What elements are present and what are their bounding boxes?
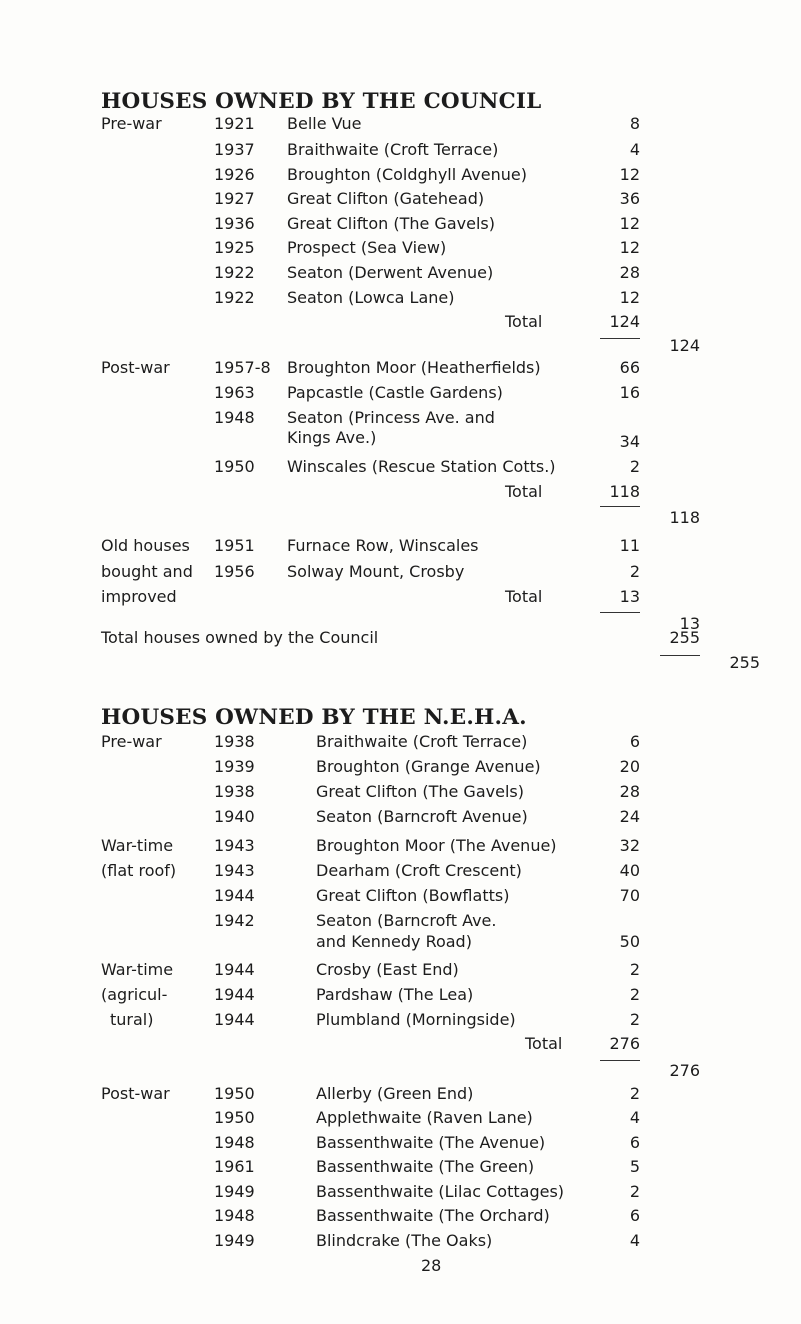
council-pre-war-year: 1927 <box>214 189 255 208</box>
neha-pre-war-place: Seaton (Barncroft Avenue) <box>316 807 528 826</box>
neha-war-time-agri-year: 1944 <box>214 985 255 1004</box>
neha-pre-war-count: 24 <box>619 807 640 826</box>
neha-post-war-year: 1948 <box>214 1133 255 1152</box>
neha-pre-war-place: Braithwaite (Croft Terrace) <box>316 732 528 751</box>
neha-war-time-agri-place: Crosby (East End) <box>316 960 459 979</box>
council-pre-war-year: 1937 <box>214 140 255 159</box>
neha-war-time-agri-label: tural) <box>110 1010 154 1029</box>
council-post-war-place: Papcastle (Castle Gardens) <box>287 383 503 402</box>
neha-post-war-label: Post-war <box>101 1084 170 1103</box>
neha-post-war-count: 6 <box>629 1206 640 1225</box>
council-pre-war-place: Great Clifton (Gatehead) <box>287 189 485 208</box>
neha-pre-war-count: 28 <box>619 782 640 801</box>
council-pre-war-year: 1921 <box>214 114 255 133</box>
council-old-houses-place: Solway Mount, Crosby <box>287 562 465 581</box>
neha-post-war-count: 4 <box>629 1108 640 1127</box>
council-pre-war-year: 1936 <box>214 214 255 233</box>
council-old-houses-carried-total: 13 <box>679 614 700 633</box>
neha-war-time-flat-year: 1944 <box>214 886 255 905</box>
council-pre-war-place: Seaton (Derwent Avenue) <box>287 263 494 282</box>
council-old-houses-total: 13 <box>619 587 640 606</box>
council-pre-war-place: Belle Vue <box>287 114 362 133</box>
neha-pre-war-year: 1939 <box>214 757 255 776</box>
neha-post-war-place: Bassenthwaite (Lilac Cottages) <box>316 1182 565 1201</box>
council-pre-war-count: 12 <box>619 288 640 307</box>
neha-war-time-agri-year: 1944 <box>214 960 255 979</box>
neha-war-time-flat-count: 70 <box>619 886 640 905</box>
neha-war-time-flat-label: (flat roof) <box>101 861 177 880</box>
subtotal-rule <box>600 1060 640 1061</box>
council-pre-war-count: 12 <box>619 238 640 257</box>
council-grand-total: 255 <box>669 628 700 647</box>
subtotal-rule <box>600 506 640 507</box>
neha-war-time-agri-count: 2 <box>629 985 640 1004</box>
neha-post-war-count: 4 <box>629 1231 640 1250</box>
council-pre-war-place: Great Clifton (The Gavels) <box>287 214 495 233</box>
neha-war-time-flat-place: Broughton Moor (The Avenue) <box>316 836 557 855</box>
neha-pre-war-year: 1940 <box>214 807 255 826</box>
council-old-houses-place: Furnace Row, Winscales <box>287 536 479 555</box>
neha-war-time-agri-label: (agricul- <box>101 985 168 1004</box>
council-post-war-total: 118 <box>609 482 640 501</box>
council-post-war-year: 1957-8 <box>214 358 271 377</box>
neha-war-time-agri-label: War-time <box>101 960 174 979</box>
council-post-war-place: Seaton (Princess Ave. and <box>287 408 495 427</box>
neha-total-label: Total <box>525 1034 563 1053</box>
neha-war-time-agri-count: 2 <box>629 960 640 979</box>
neha-war-time-flat-label: War-time <box>101 836 174 855</box>
page-number: 28 <box>421 1256 442 1275</box>
council-old-houses-count: 2 <box>629 562 640 581</box>
neha-war-time-flat-place: Seaton (Barncroft Ave. <box>316 911 497 930</box>
council-grand-total-carried: 255 <box>729 653 760 672</box>
neha-post-war-year: 1948 <box>214 1206 255 1225</box>
neha-pre-war-year: 1938 <box>214 732 255 751</box>
council-old-houses-year: 1956 <box>214 562 255 581</box>
neha-war-time-flat-year: 1943 <box>214 861 255 880</box>
neha-war-time-agri-year: 1944 <box>214 1010 255 1029</box>
neha-war-time-flat-count: 32 <box>619 836 640 855</box>
neha-post-war-count: 2 <box>629 1182 640 1201</box>
council-pre-war-count: 4 <box>629 140 640 159</box>
neha-war-time-agri-place: Pardshaw (The Lea) <box>316 985 474 1004</box>
council-pre-war-year: 1926 <box>214 165 255 184</box>
neha-post-war-year: 1950 <box>214 1108 255 1127</box>
council-old-houses-year: 1951 <box>214 536 255 555</box>
council-pre-war-year: 1922 <box>214 263 255 282</box>
neha-post-war-count: 6 <box>629 1133 640 1152</box>
council-pre-war-place: Broughton (Coldghyll Avenue) <box>287 165 527 184</box>
council-old-houses-total-label: Total <box>505 587 543 606</box>
neha-war-time-agri-place: Plumbland (Morningside) <box>316 1010 516 1029</box>
neha-pre-war-label: Pre-war <box>101 732 162 751</box>
neha-post-war-place: Blindcrake (The Oaks) <box>316 1231 493 1250</box>
neha-post-war-year: 1949 <box>214 1182 255 1201</box>
council-post-war-place-continued: Kings Ave.) <box>287 428 377 447</box>
council-post-war-place: Broughton Moor (Heatherfields) <box>287 358 541 377</box>
council-post-war-year: 1950 <box>214 457 255 476</box>
council-old-houses-label: Old houses <box>101 536 190 555</box>
neha-post-war-year: 1961 <box>214 1157 255 1176</box>
grand-total-rule <box>660 655 700 656</box>
council-post-war-year: 1963 <box>214 383 255 402</box>
neha-post-war-place: Bassenthwaite (The Avenue) <box>316 1133 546 1152</box>
council-old-houses-label: improved <box>101 587 177 606</box>
council-pre-war-label: Pre-war <box>101 114 162 133</box>
council-pre-war-carried-total: 124 <box>669 336 700 355</box>
council-pre-war-count: 8 <box>629 114 640 133</box>
neha-post-war-place: Bassenthwaite (The Orchard) <box>316 1206 550 1225</box>
council-old-houses-count: 11 <box>619 536 640 555</box>
neha-war-time-flat-count: 50 <box>619 932 640 951</box>
council-post-war-count: 2 <box>629 457 640 476</box>
council-pre-war-place: Braithwaite (Croft Terrace) <box>287 140 499 159</box>
council-pre-war-count: 36 <box>619 189 640 208</box>
neha-post-war-place: Applethwaite (Raven Lane) <box>316 1108 533 1127</box>
council-pre-war-year: 1925 <box>214 238 255 257</box>
council-old-houses-label: bought and <box>101 562 193 581</box>
neha-pre-war-place: Broughton (Grange Avenue) <box>316 757 541 776</box>
neha-post-war-place: Allerby (Green End) <box>316 1084 474 1103</box>
neha-war-time-flat-year: 1943 <box>214 836 255 855</box>
council-post-war-count: 66 <box>619 358 640 377</box>
neha-post-war-year: 1949 <box>214 1231 255 1250</box>
neha-war-time-flat-place: Great Clifton (Bowflatts) <box>316 886 510 905</box>
council-post-war-total-label: Total <box>505 482 543 501</box>
council-pre-war-total: 124 <box>609 312 640 331</box>
council-pre-war-total-label: Total <box>505 312 543 331</box>
neha-war-time-flat-year: 1942 <box>214 911 255 930</box>
neha-war-time-flat-place-continued: and Kennedy Road) <box>316 932 472 951</box>
neha-pre-war-year: 1938 <box>214 782 255 801</box>
council-pre-war-place: Seaton (Lowca Lane) <box>287 288 455 307</box>
neha-war-time-flat-count: 40 <box>619 861 640 880</box>
subtotal-rule <box>600 338 640 339</box>
council-heading: HOUSES OWNED BY THE COUNCIL <box>101 89 542 114</box>
neha-post-war-year: 1950 <box>214 1084 255 1103</box>
neha-post-war-count: 5 <box>629 1157 640 1176</box>
council-post-war-place: Winscales (Rescue Station Cotts.) <box>287 457 556 476</box>
council-post-war-year: 1948 <box>214 408 255 427</box>
council-grand-total-label: Total houses owned by the Council <box>101 628 379 647</box>
neha-total: 276 <box>609 1034 640 1053</box>
council-pre-war-count: 28 <box>619 263 640 282</box>
neha-carried-total: 276 <box>669 1061 700 1080</box>
council-pre-war-place: Prospect (Sea View) <box>287 238 447 257</box>
neha-post-war-place: Bassenthwaite (The Green) <box>316 1157 535 1176</box>
neha-pre-war-count: 6 <box>629 732 640 751</box>
council-pre-war-count: 12 <box>619 165 640 184</box>
neha-post-war-count: 2 <box>629 1084 640 1103</box>
neha-heading: HOUSES OWNED BY THE N.E.H.A. <box>101 705 527 730</box>
council-post-war-count: 34 <box>619 432 640 451</box>
neha-war-time-agri-count: 2 <box>629 1010 640 1029</box>
neha-pre-war-place: Great Clifton (The Gavels) <box>316 782 524 801</box>
subtotal-rule <box>600 612 640 613</box>
neha-war-time-flat-place: Dearham (Croft Crescent) <box>316 861 522 880</box>
council-pre-war-year: 1922 <box>214 288 255 307</box>
council-post-war-carried-total: 118 <box>669 508 700 527</box>
council-post-war-count: 16 <box>619 383 640 402</box>
neha-pre-war-count: 20 <box>619 757 640 776</box>
council-post-war-label: Post-war <box>101 358 170 377</box>
council-pre-war-count: 12 <box>619 214 640 233</box>
